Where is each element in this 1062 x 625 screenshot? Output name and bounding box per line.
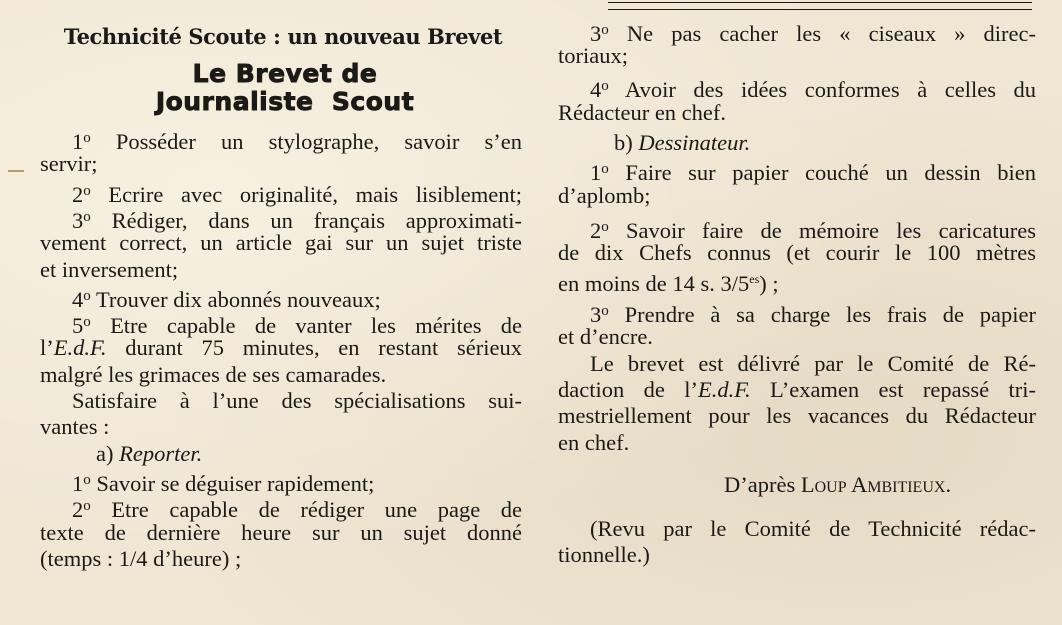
line-text: Le brevet est délivré par le Comité de Ré- [590,350,1036,376]
text-post: durant 75 minutes, en restant sérieux [106,335,522,361]
text-line [558,430,1036,456]
line-text: Ecrire avec originalité, mais lisiblement; [108,181,522,207]
line-text: Ne pas cacher les « ciseaux » direc- [626,21,1037,46]
text-label: a) [96,440,114,466]
line-text: en chef. [558,429,630,455]
text-pre: D’après [724,471,801,497]
text-line [40,414,522,440]
text-line [558,240,1036,266]
time-line [558,266,1036,297]
text-sup: es [749,272,760,287]
text-pre: l’ [40,335,54,361]
signature [724,472,1036,498]
line-text: Posséder un stylographe, savoir s’en [115,129,522,154]
headline-line-2: Journaliste Scout [155,87,415,116]
line-text: Rédacteur en chef. [558,99,727,125]
line-text: vantes : [40,414,110,440]
item-number: 2 [72,181,84,207]
text-line [558,403,1036,429]
line-text: Prendre à sa charge les frais de papier [624,302,1036,328]
text-line [40,230,522,256]
text-italic: E.d.F. [697,377,751,402]
edf-line [40,335,522,361]
text-title: Reporter. [119,440,203,466]
line-text: servir; [40,151,98,177]
degree-sign: o [83,182,91,199]
text-line [558,100,1036,126]
degree-sign: o [601,22,609,38]
degree-sign: o [83,471,91,488]
item-number: 3 [72,207,84,233]
line-text: Rédiger, dans un français approximati- [111,207,522,233]
text-label: b) [614,129,633,155]
degree-sign: o [83,208,91,225]
item-number: 2 [590,217,602,243]
text-line [590,351,1036,377]
text-post: ) ; [759,271,779,297]
item-number: 3 [590,21,602,46]
item-number: 3 [590,302,602,328]
text-pre: en moins de 14 s. 3/5 [558,271,750,297]
text-line [40,151,522,177]
note-line-2 [558,542,1036,568]
line-text: toriaux; [558,43,628,69]
line-text: Trouver dix abonnés nouveaux; [95,286,381,312]
degree-sign: o [83,498,91,515]
line-text: Etre capable de vanter les mérites de [110,313,522,339]
line-text: malgré les grimaces de ses camarades. [40,361,387,387]
text-line [558,43,1036,69]
text-line [558,324,1036,350]
text-post: L’examen est repassé tri- [750,377,1036,402]
line-text: Savoir faire de mémoire les caricatures [626,217,1036,243]
line-text: Savoir se déguiser rapidement; [96,470,375,496]
item-number: 4 [590,77,602,103]
line-text: (temps : 1/4 d’heure) ; [40,545,242,571]
item-number: 4 [72,286,84,312]
note-line-1 [590,516,1036,542]
line-text: et d’encre. [558,324,653,350]
section-heading-dessinateur [614,130,1036,156]
text-line [72,388,522,414]
section-heading-reporter [96,441,522,467]
degree-sign: o [601,303,609,320]
line-text: texte de dernière heure sur un sujet donné [40,519,522,545]
article-kicker: Technicité Scoute : un nouveau Brevet [63,24,503,49]
line-text: de dix Chefs connus (et courir le 100 mètres [558,239,1036,265]
line-text: d’aplomb; [558,182,651,208]
degree-sign: o [601,218,609,235]
text-line [40,520,522,546]
text-name: Loup Ambitieux. [800,471,952,497]
degree-sign: o [601,161,609,178]
text-italic: E.d.F. [53,335,107,361]
line-text: Etre capable de rédiger une page de [111,497,522,523]
item-number: 5 [72,313,84,339]
line-text: (Revu par le Comité de Technicité rédac- [590,515,1036,541]
degree-sign: o [83,287,91,304]
item-number: 1 [72,470,84,496]
text-line [40,257,522,283]
line-text: mestriellement pour les vacances du Rédacteur [558,403,1036,429]
top-double-rule [608,2,1032,10]
line-text: vement correct, un article gai sur un sujet triste [40,230,522,256]
line-text: Avoir des idées conformes à celles du [625,77,1036,103]
article-headline [40,60,530,116]
item-number: 1 [590,160,602,186]
text-line [558,183,1036,209]
text-pre: daction de l’ [558,377,698,402]
redaction-line [558,377,1036,403]
degree-sign: o [83,130,91,146]
item-number: 2 [72,497,84,523]
headline-line-1: Le Brevet de [192,59,378,88]
text-line [40,546,522,572]
margin-mark [8,170,24,172]
text-line [40,362,522,388]
text-title: Dessinateur. [638,129,751,155]
degree-sign: o [83,314,91,331]
line-text: et inversement; [40,256,179,282]
line-text: tionnelle.) [558,542,650,568]
item-number: 1 [72,129,84,154]
degree-sign: o [601,78,609,95]
line-text: Faire sur papier couché un dessin bien [625,160,1036,186]
line-text: Satisfaire à l’une des spécialisations sui- [72,388,522,413]
